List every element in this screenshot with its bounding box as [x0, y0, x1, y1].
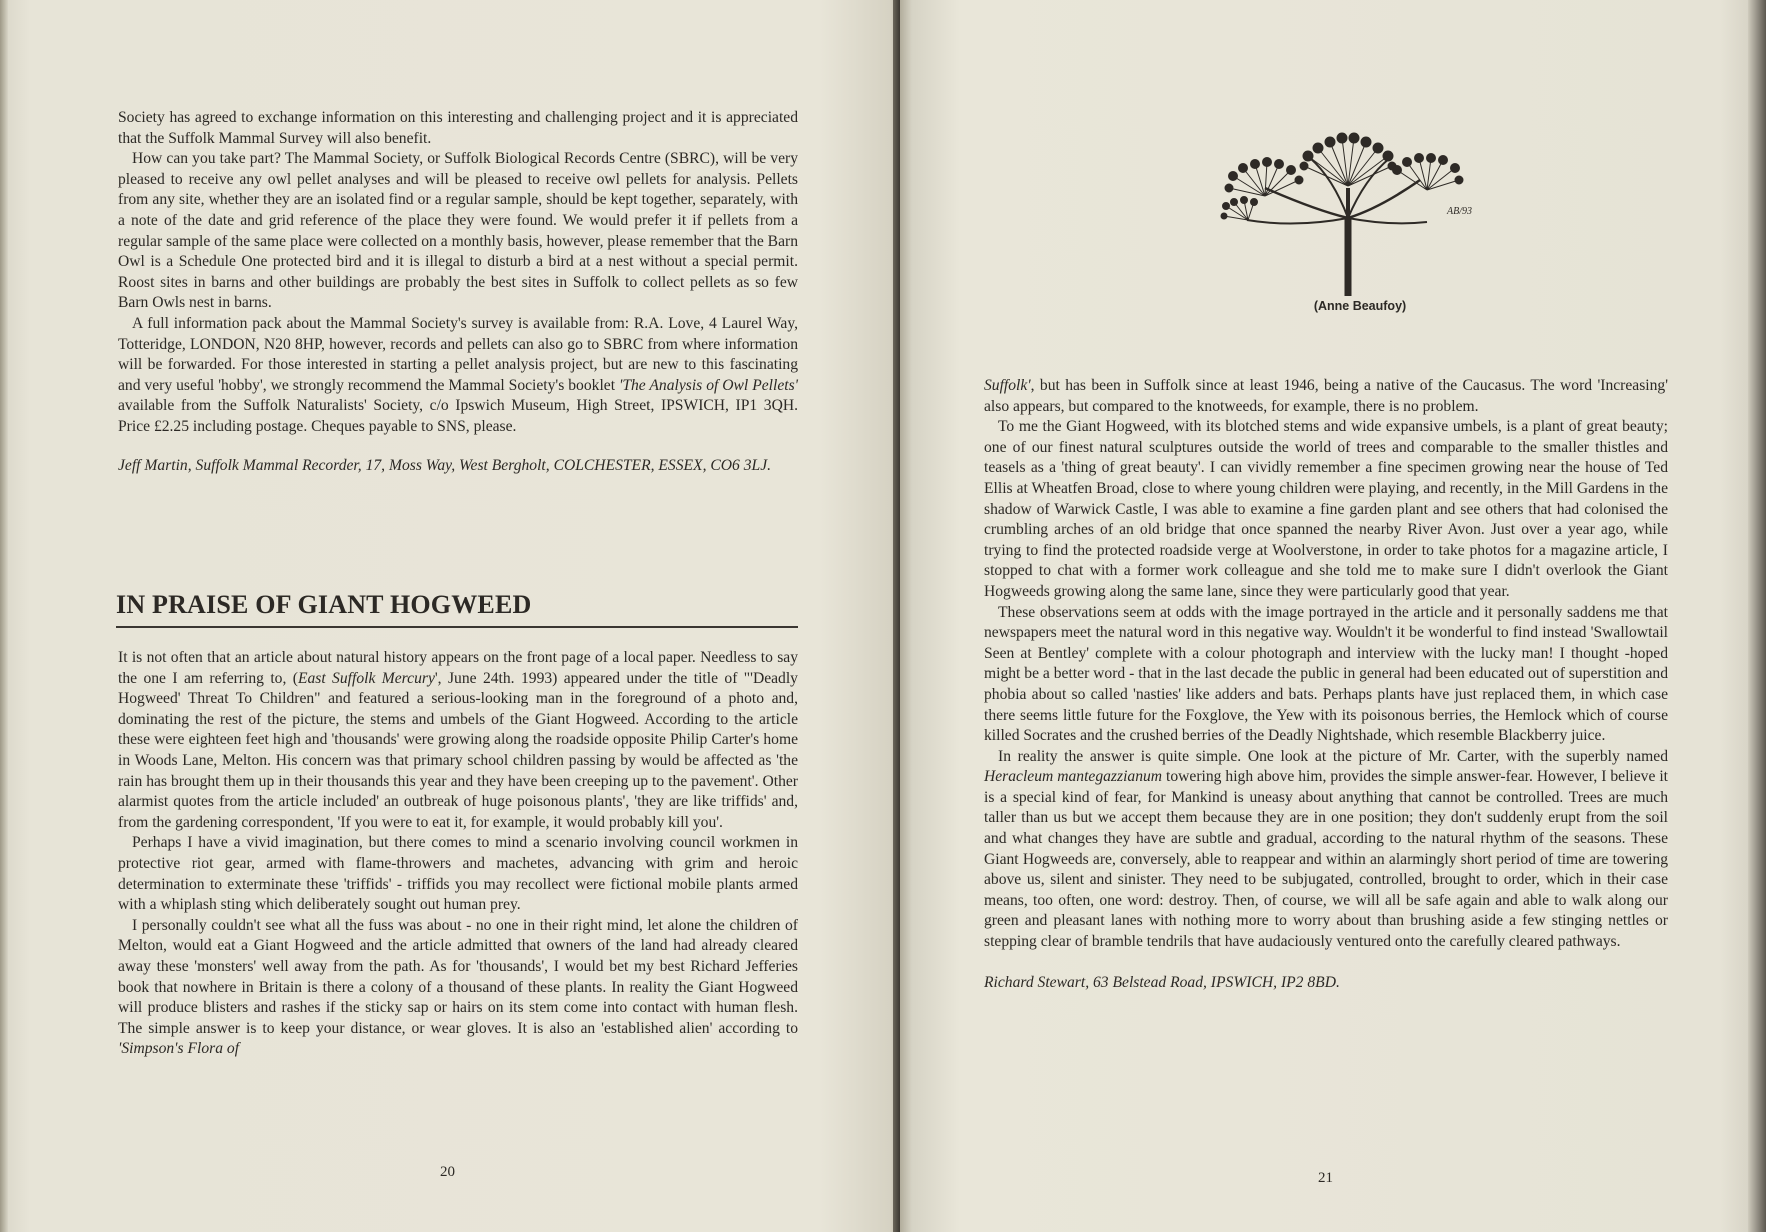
- illustration-caption: (Anne Beaufoy): [1313, 299, 1407, 313]
- right-page: [900, 0, 1766, 1232]
- page-edge: [0, 0, 8, 1232]
- newspaper-name: East Suffolk Mercury: [297, 669, 435, 687]
- page-shadow: [1748, 0, 1766, 1232]
- book-title: 'Simpson's Flora of: [118, 1040, 240, 1058]
- paragraph: [118, 648, 798, 833]
- paragraph: [118, 916, 798, 1060]
- text-run: I personally couldn't see what all the fuss was about - no one in their right mind, let alone the children of Melton, would eat a Giant Hogweed and the article admitted that owners of the land had already cleared away these 'monsters' well away from the path. As for 'thousands', I would bet my best Richard Jefferies book that nowhere in Britain is there a colony of a thousand of these plants. In reality the Giant Hogweed will produce blisters and rashes if the sticky sap or hairs on its stem come into contact with human flesh. The simple answer is to keep your distance, or wear gloves. It is also an 'established alien' according to: [118, 916, 798, 1037]
- umbel-right: [1393, 154, 1464, 191]
- umbel-center: [1300, 133, 1396, 186]
- article-text: [118, 648, 798, 1060]
- paragraph: These observations seem at odds with the image portrayed in the article and it personally saddens me that newspapers meet the natural word in this negative way. Wouldn't it be wonderful to find instead 'Swallowtail Seen at Bentley' complete with a colour photograph and interview with the lucky man! I thought -hoped might be a better word - that in the last decade the public in general had been educated out of superstition and phobia about so called 'nasties' like adders and bats. Perhaps plants have just replaced them, in which case there seems little future for the Foxglove, the Yew with its poisonous berries, the Hemlock which of course killed Socrates and the crushed berries of the Deadly Nightshade, which resemble Blackberry juice.: [984, 603, 1668, 745]
- article-continued-text: [984, 376, 1668, 993]
- paragraph: To me the Giant Hogweed, with its blotched stems and wide expansive umbels, is a plant of great beauty; one of our finest natural sculptures outside the world of trees and comparable to the smaller thistles and teasels as a 'thing of great beauty'. I can vividly remember a fine specimen growing near the house of Ted Ellis at Wheatfen Broad, close to where young children were playing, and recently, in the Mill Gardens in the shadow of Warwick Castle, I was able to examine a fine garden plant and see others that had colonised the crumbling arches of an old bridge that once spanned the nearby River Avon. Just over a year ago, while trying to find the protected roadside verge at Woolverstone, in order to take photos for a magazine article, I stopped to chat with a former work colleague and she told me to make sure I didn't overlook the Giant Hogweeds growing along the same lane, since they were particularly good that year.: [984, 418, 1668, 600]
- paragraph: Perhaps I have a vivid imagination, but there comes to mind a scenario involving council workmen in protective riot gear, armed with flame-throwers and machetes, advancing with grim and heroic determination to exterminate these 'triffids' - triffids you may recollect were fictional mobile plants armed with a whiplash sting which deliberately sought out human prey.: [118, 834, 798, 914]
- mammal-survey-text: [118, 108, 798, 476]
- author-signature: Jeff Martin, Suffolk Mammal Recorder, 17, Moss Way, West Bergholt, COLCHESTER, ESSEX, CO6 3LJ.: [118, 456, 772, 474]
- paragraph: Society has agreed to exchange information on this interesting and challenging project and it is appreciated that the Suffolk Mammal Survey will also benefit.: [118, 109, 798, 147]
- paragraph: [118, 314, 798, 438]
- text-run: A full information pack about the Mammal Society's survey is available from: R.A. Love, 4 Laurel Way, Totteridge, LONDON, N20 8HP, however, records and pellets can also go to SBRC from where information will be forwarded. For those interested in starting a pellet analysis project, but are new to this fascinating and very useful 'hobby', we strongly recommend the Mammal Society's booklet: [118, 314, 798, 394]
- text-run: available from the Suffolk Naturalists' Society, c/o Ipswich Museum, High Street, IPSWICH, IP1 3QH. Price £2.25 including postage. Cheques payable to SNS, please.: [118, 397, 798, 435]
- book-title: Suffolk': [984, 377, 1031, 394]
- umbel-left: [1225, 158, 1303, 197]
- paragraph: How can you take part? The Mammal Society, or Suffolk Biological Records Centre (SBRC), will be very pleased to receive any owl pellet analyses and will be pleased to receive owl pellets for analysis. Pellets from any site, whether they are an isolated find or a regular sample, should be kept together, separately, with a note of the date and grid reference of the place they were found. We would prefer it if pellets from a regular sample of the same place were collected on a monthly basis, however, please remember that the Barn Owl is a Schedule One protected bird and it is illegal to disturb a bird at a nest without a special permit. Roost sites in barns and other buildings are probably the best sites in Suffolk to collect pellets as so few Barn Owls nest in barns.: [118, 150, 798, 312]
- booklet-title: 'The Analysis of Owl Pellets': [619, 376, 798, 394]
- paragraph: [984, 376, 1668, 417]
- text-run: In reality the answer is quite simple. One look at the picture of Mr. Carter, with the superbly named: [998, 747, 1668, 765]
- article-heading: IN PRAISE OF GIANT HOGWEED: [116, 590, 798, 628]
- text-run: towering high above him, provides the simple answer-fear. However, I believe it is a special kind of fear, for Mankind is uneasy about anything that cannot be controlled. Trees are much taller than us but we accept them because they are in one position; they don't suddenly erupt from the soil and what changes they have are subtle and gradual, according to the natural rhythm of the seasons. These Giant Hogweeds are, conversely, able to reappear and within an alarmingly short period of time are towering above us, silent and sinister. They need to be subjugated, controlled, brought to order, which in their case means, too often, one word: destroy. Then, of course, we will all be safe again and able to walk along our green and pleasant lanes with nothing more to worry about than brushing aside a few stinging nettles or stepping clear of bramble tendrils that have audaciously ventured onto the carefully cleared pathways.: [984, 768, 1668, 951]
- paragraph: [984, 747, 1668, 953]
- umbel-far-left: [1221, 197, 1258, 221]
- page-number: 20: [440, 1164, 455, 1180]
- text-run: , but has been in Suffolk since at least 1946, being a native of the Caucasus. The word 'Increasing' also appears, but compared to the knotweeds, for example, there is no problem.: [984, 377, 1668, 415]
- hogweed-illustration: [1165, 118, 1505, 298]
- species-name: Heracleum mantegazzianum: [984, 768, 1163, 786]
- page-number: 21: [1318, 1170, 1333, 1186]
- text-run: It is not often that an article about natural history appears on the front page of a local paper. Needless to say the one I am referring to, (: [118, 649, 798, 687]
- author-signature: Richard Stewart, 63 Belstead Road, IPSWICH, IP2 8BD.: [984, 973, 1340, 991]
- text-run: ', June 24th. 1993) appeared under the title of "'Deadly Hogweed' Threat To Children" and featured a serious-looking man in the foreground of a photo and, dominating the rest of the picture, the stems and umbels of the Giant Hogweed. According to the article these were eighteen feet high and 'thousands' were growing along the roadside opposite Philip Carter's home in Woods Lane, Melton. His concern was that primary school children passing by would be affected as 'the rain has brought them up in their thousands this year and they have been creeping up to the pavement'. Other alarmist quotes from the article included' an outbreak of huge poisonous plants', 'they are like triffids' and, from the gardening correspondent, 'If you were to eat it, for example, it would probably kill you'.: [118, 669, 798, 831]
- artist-initials: AB/93: [1447, 206, 1472, 217]
